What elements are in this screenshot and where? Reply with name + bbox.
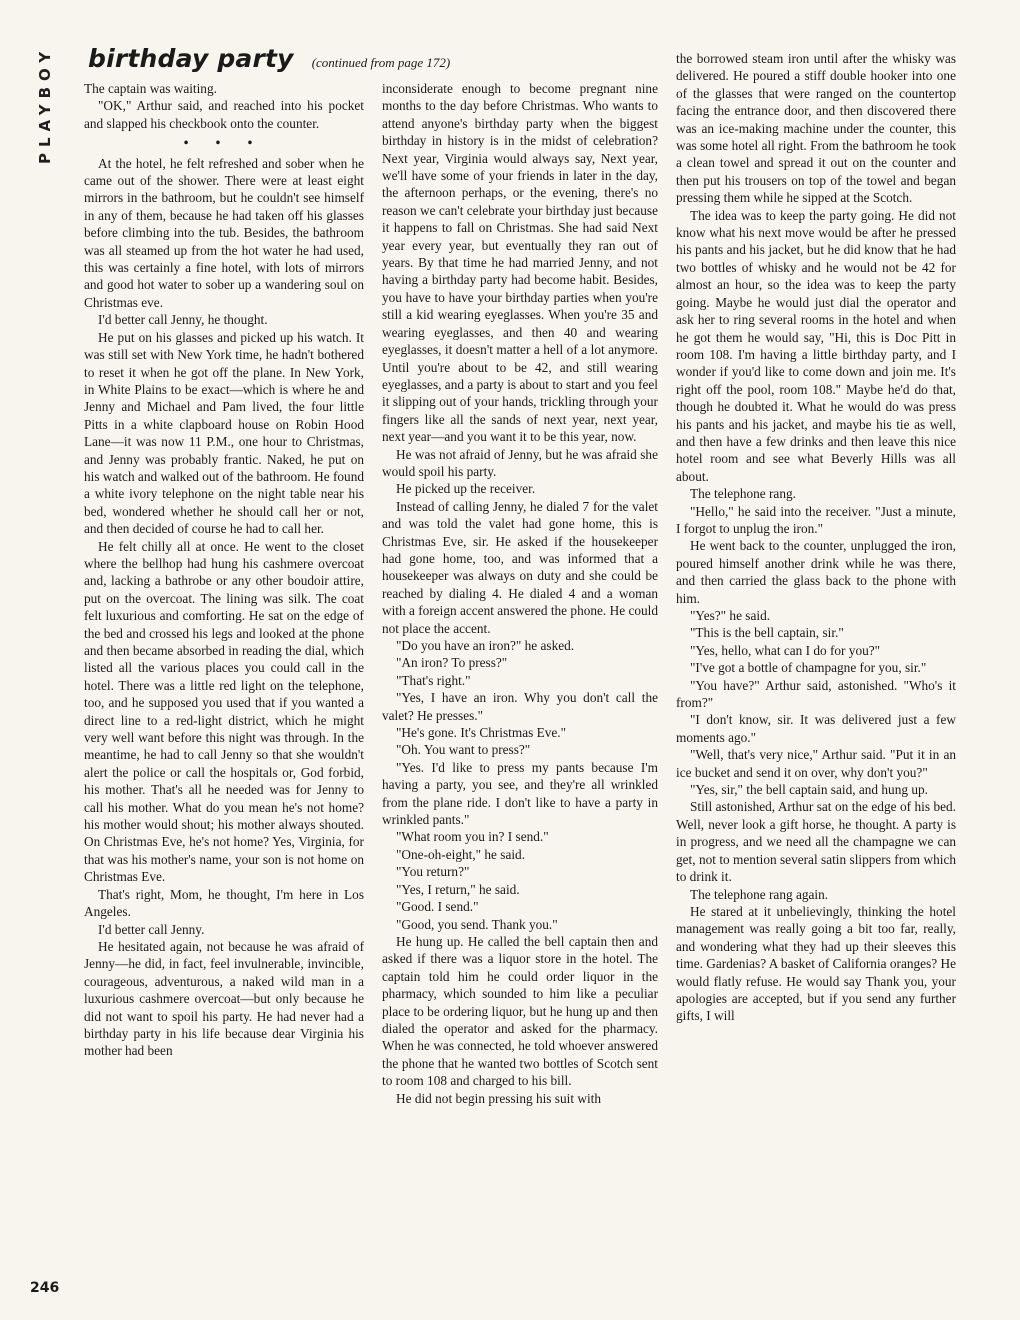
paragraph: The telephone rang again. [690, 886, 829, 902]
paragraph: "Well, that's very nice," Arthur said. "Put it in an ice bucket and send it on over, why don't you?" [676, 747, 956, 780]
paragraph: "You return?" [396, 864, 470, 880]
paragraph: The telephone rang. [690, 486, 796, 502]
paragraph: "You have?" Arthur said, astonished. "Who's it from?" [676, 677, 956, 711]
paragraph: "Yes, I have an iron. Why you don't call the valet? He presses." [382, 690, 658, 723]
page-number: 246 [30, 1280, 60, 1296]
paragraph: That's right, Mom, he thought, I'm here in Los Angeles. [84, 886, 364, 920]
paragraph: "One-oh-eight," he said. [396, 846, 526, 862]
article-heading [88, 44, 450, 73]
paragraph: He stared at it unbelievingly, thinking the hotel management was really going a bit too far, really, and wondering what they had up their sleeves this time. Gardenias? A basket of California oranges? He would flatly refuse. He would say Thank you, your apologies are accepted, but if you send any further gifts, I will [676, 903, 956, 1024]
paragraph: "An iron? To press?" [396, 655, 508, 671]
paragraph: He hung up. He called the bell captain then and asked if there was a liquor store in the hotel. The captain told him he could order liquor in the pharmacy, which sounded to him like a peculiar place to be ordering liquor, but he hung up and then dialed the operator and asked for the pharmacy. When he was connected, he told whoever answered the phone that he wanted two bottles of Scotch sent to room 108 and charged to his bill. [382, 933, 658, 1089]
paragraph: Still astonished, Arthur sat on the edge of his bed. Well, never look a gift horse, he thought. A party is in progress, and we need all the champagne we can get, not to mention several satin slippers from which to drink it. [676, 799, 956, 885]
paragraph: The idea was to keep the party going. He did not know what his next move would be after he pressed his pants and his jacket, but he did know that he had two bottles of whisky and he would not be 42 for almost an hour, so the idea was to keep the party going. Maybe he would just dial the operator and ask her to ring several rooms in the hotel and when he got them he would say, "Hi, this is Doc Pitt in room 108. I'm having a little birthday party, and I wonder if you'd like to come down and join me. It's right off the pool, room 108." Maybe he'd do that, though he doubted it. What he would do was press his pants and his jacket, and maybe his tie as well, and then have a few drinks and then leave this nice hotel room and see what Beverly Hills was all about. [676, 207, 956, 484]
paragraph: At the hotel, he felt refreshed and sober when he came out of the shower. There were at least eight mirrors in the bathroom, but he couldn't see himself in any of them, because he had taken off his glasses before climbing into the tub. Besides, the bathroom was all steamed up from the hot water he had used, this was certainly a fine hotel, with lots of mirrors and good hot water to sober up a wandering soul on Christmas eve. [84, 155, 364, 310]
magazine-masthead: PLAYBOY [36, 46, 54, 165]
section-separator: • • • [183, 135, 265, 151]
paragraph: He picked up the receiver. [396, 481, 536, 497]
text-column-1 [84, 80, 364, 1060]
paragraph: He felt chilly all at once. He went to the closet where the bellhop had hung his cashmere overcoat and, lacking a bathrobe or any other boudoir attire, put on the overcoat. The lining was silk. The coat felt luxurious and comforting. He sat on the edge of the bed and crossed his legs and looked at the phone and then became absorbed in reading the dial, which listed all the various places you could call in the hotel. There was a little red light on the telephone, too, and he supposed you used that if you wanted a direct line to a red-light district, which he might very well want before this night was through. In the meantime, he had to call Jenny so that she wouldn't alert the police or call the hospitals or, God forbid, his mother. That's all he needed was for Jenny to call his mother. What do you mean he's not home? his mother would shout; his mother always shouted. On Christmas Eve, he's not home? Yes, Virginia, for that was his mother's name, your son is not home on Christmas Eve. [84, 538, 364, 885]
paragraph: I'd better call Jenny, he thought. [98, 312, 268, 328]
paragraph: "Good, you send. Thank you." [396, 916, 558, 932]
paragraph: I'd better call Jenny. [98, 921, 205, 937]
paragraph: He put on his glasses and picked up his watch. It was still set with New York time, he hadn't bothered to reset it when he got off the plane. In New York, in White Plains to be exact—which is where he and Jenny and Michael and Pam lived, the four little Pitts in a white clapboard house on Robin Hood Lane—it was now 11 P.M., one hour to Christmas, and Jenny was probably frantic. Naked, he put on his watch and walked out of the bathroom. He found a white ivory telephone on the night table near his bed, wondered whether he should call her or not, and then decided of course he had to call her. [84, 329, 364, 537]
paragraph: inconsiderate enough to become pregnant nine months to the day before Christmas. Who wants to attend anyone's birthday party when the biggest birthday in history is in the midst of celebration? Next year, Virginia would always say, Next year, we'll have some of your friends in later in the day, the afternoon perhaps, or the evening, there's no reason we can't celebrate your birthday just because it happens to fall on Christmas. She had said Next year every year, but eventually they ran out of years. By that time he had married Jenny, and not having a birthday party had become habit. Besides, you have to have your birthday parties when you're still a kid wearing eyeglasses. When you're 35 and wearing eyeglasses, and then 40 and wearing eyeglasses, it doesn't matter a hell of a lot anymore. Until you're about to be 42, and still wearing eyeglasses, and a party is about to start and you feel it slipping out of your hands, trickling through your fingers like all the sands of next year, next year, next year—and you want it to be this year, now. [382, 81, 658, 445]
paragraph: "Oh. You want to press?" [396, 742, 531, 758]
paragraph: The captain was waiting. [84, 81, 217, 96]
paragraph: "Yes?" he said. [690, 608, 771, 623]
paragraph: "I've got a bottle of champagne for you, sir." [690, 660, 927, 676]
paragraph: "Yes, hello, what can I do for you?" [690, 642, 881, 658]
continued-note: (continued from page 172) [311, 55, 451, 70]
paragraph: "Do you have an iron?" he asked. [396, 638, 575, 653]
paragraph: He was not afraid of Jenny, but he was afraid she would spoil his party. [382, 446, 658, 479]
paragraph: He did not begin pressing his suit with [396, 1090, 601, 1106]
paragraph: "OK," Arthur said, and reached into his pocket and slapped his checkbook onto the counter. [84, 98, 364, 131]
text-column-2 [382, 80, 658, 1107]
paragraph: "Yes, sir," the bell captain said, and hung up. [690, 782, 928, 798]
paragraph: "That's right." [396, 672, 471, 688]
paragraph: "I don't know, sir. It was delivered just a few moments ago." [676, 712, 956, 745]
paragraph: "Good. I send." [396, 899, 479, 915]
paragraph: "Yes, I return," he said. [396, 881, 520, 897]
paragraph: He went back to the counter, unplugged the iron, poured himself another drink while he was there, and then carried the glass back to the phone with him. [676, 538, 956, 606]
paragraph: "What room you in? I send." [396, 829, 549, 845]
text-column-3 [676, 50, 956, 1025]
paragraph: the borrowed steam iron until after the whisky was delivered. He poured a stiff double hooker into one of the glasses that were ranged on the countertop facing the entrance door, and then discovered there was an ice-making machine under the counter, this was some hotel all right. From the bathroom he took a clean towel and spread it out on the counter and then put his trousers on top of the towel and began pressing them while he sipped at the Scotch. [676, 51, 956, 206]
paragraph: "Yes. I'd like to press my pants because I'm having a party, you see, and they're all wrinkled from the plane ride. I don't like to have a party in wrinkled pants." [382, 759, 658, 828]
article-title: birthday party [88, 44, 294, 73]
paragraph: "Hello," he said into the receiver. "Just a minute, I forgot to unplug the iron." [676, 503, 956, 536]
paragraph: He hesitated again, not because he was afraid of Jenny—he did, in fact, feel invulnerable, invincible, courageous, adventurous, a naked wild man in a luxurious cashmere overcoat—but only because he did not want to spoil his party. He had never had a birthday party in his life because dear Virginia his mother had been [84, 938, 364, 1059]
paragraph: Instead of calling Jenny, he dialed 7 for the valet and was told the valet had gone home, this is Christmas Eve, sir. He asked if the housekeeper had gone home, too, and was informed that a housekeeper was always on duty and she could be reached by dialing 4. He dialed 4 and a woman with a foreign accent answered the phone. He could not place the accent. [382, 498, 658, 636]
paragraph: "He's gone. It's Christmas Eve." [396, 725, 567, 741]
paragraph: "This is the bell captain, sir." [690, 625, 844, 641]
